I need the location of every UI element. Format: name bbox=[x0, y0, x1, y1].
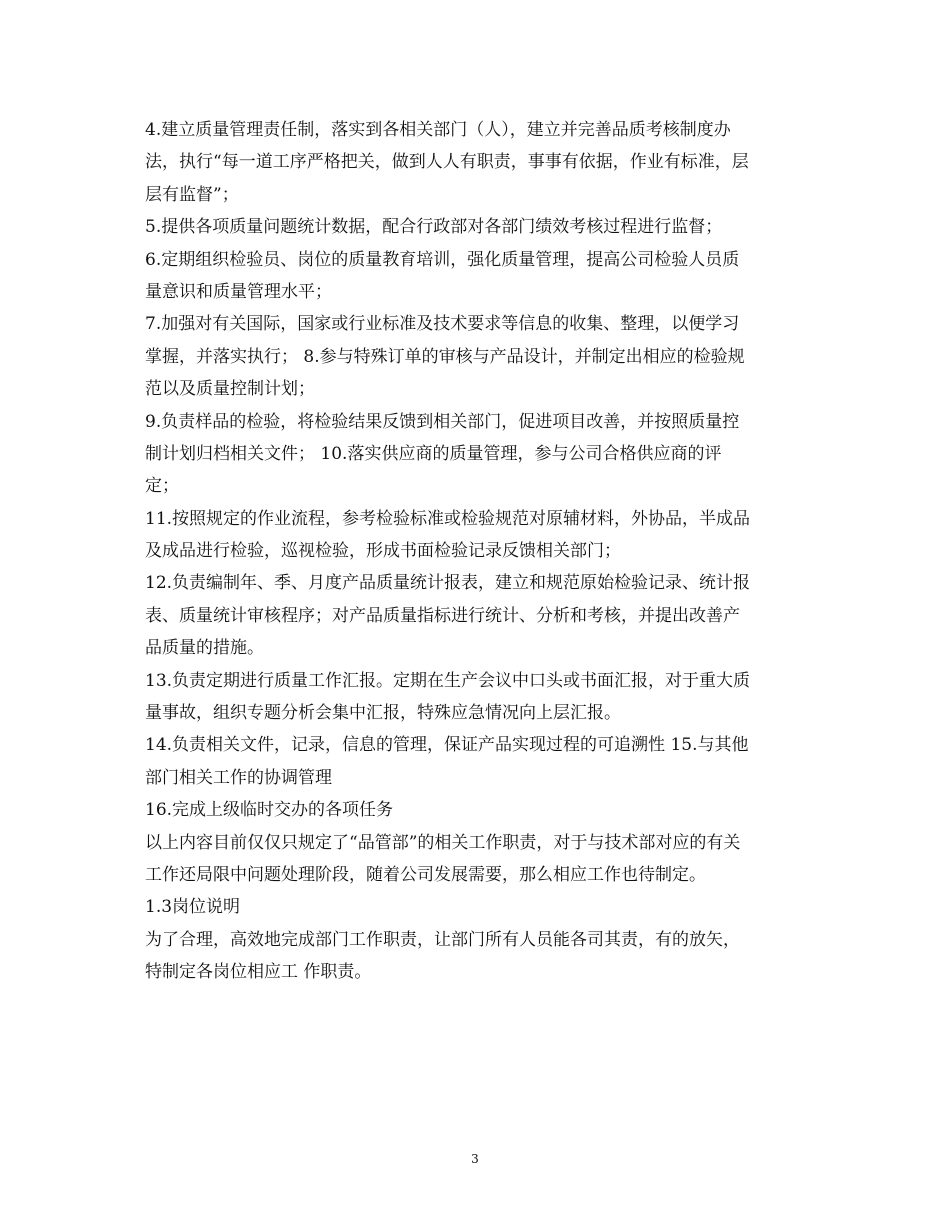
text-line: 层有监督”； bbox=[145, 184, 239, 205]
text-line: 4.建立质量管理责任制，落实到各相关部门（人），建立并完善品质考核制度办 bbox=[145, 120, 731, 140]
text-line: 6.定期组织检验员、岗位的质量教育培训，强化质量管理，提高公司检验人员质 bbox=[145, 249, 740, 270]
text-line: 特制定各岗位相应工 作职责。 bbox=[145, 962, 372, 983]
text-line: 5.提供各项质量问题统计数据，配合行政部对各部门绩效考核过程进行监督； bbox=[145, 217, 723, 238]
text-line: 制计划归档相关文件； 10.落实供应商的质量管理，参与公司合格供应商的评 bbox=[145, 443, 722, 464]
text-line: 13.负责定期进行质量工作汇报。定期在生产会议中口头或书面汇报，对于重大质 bbox=[145, 670, 751, 691]
text-line: 工作还局限中问题处理阶段，随着公司发展需要，那么相应工作也待制定。 bbox=[145, 864, 706, 885]
text-line: 14.负责相关文件，记录，信息的管理，保证产品实现过程的可追溯性 15.与其他 bbox=[145, 735, 749, 756]
text-line: 法，执行“每一道工序严格把关，做到人人有职责，事事有依据，作业有标准，层 bbox=[145, 152, 749, 173]
text-line: 掌握，并落实执行； 8.参与特殊订单的审核与产品设计，并制定出相应的检验规 bbox=[145, 346, 745, 367]
text-line: 以上内容目前仅仅只规定了“品管部”的相关工作职责，对于与技术部对应的有关 bbox=[145, 832, 741, 853]
text-line: 7.加强对有关国际，国家或行业标准及技术要求等信息的收集、整理，以便学习 bbox=[145, 314, 740, 335]
text-line: 16.完成上级临时交办的各项任务 bbox=[145, 800, 394, 821]
text-line: 12.负责编制年、季、月度产品质量统计报表，建立和规范原始检验记录、统计报 bbox=[145, 573, 751, 594]
text-line: 量意识和质量管理水平； bbox=[145, 281, 332, 302]
text-line: 表、质量统计审核程序；对产品质量指标进行统计、分析和考核，并提出改善产 bbox=[145, 605, 740, 626]
text-line: 范以及质量控制计划； bbox=[145, 379, 315, 400]
section-heading: 1.3岗位说明 bbox=[145, 897, 241, 918]
text-line: 11.按照规定的作业流程，参考检验标准或检验规范对原辅材料，外协品，半成品 bbox=[145, 508, 751, 529]
text-line: 品质量的措施。 bbox=[145, 638, 264, 659]
text-line: 9.负责样品的检验，将检验结果反馈到相关部门，促进项目改善，并按照质量控 bbox=[145, 411, 740, 432]
text-line: 及成品进行检验，巡视检验，形成书面检验记录反馈相关部门； bbox=[145, 541, 621, 562]
text-line: 为了合理，高效地完成部门工作职责，让部门所有人员能各司其责，有的放矢， bbox=[145, 929, 740, 950]
text-line: 部门相关工作的协调管理 bbox=[145, 767, 332, 788]
text-line: 量事故，组织专题分析会集中汇报，特殊应急情况向上层汇报。 bbox=[145, 703, 621, 724]
document-body bbox=[145, 114, 815, 989]
text-line: 定； bbox=[145, 476, 179, 497]
page-number: 3 bbox=[471, 1152, 479, 1166]
